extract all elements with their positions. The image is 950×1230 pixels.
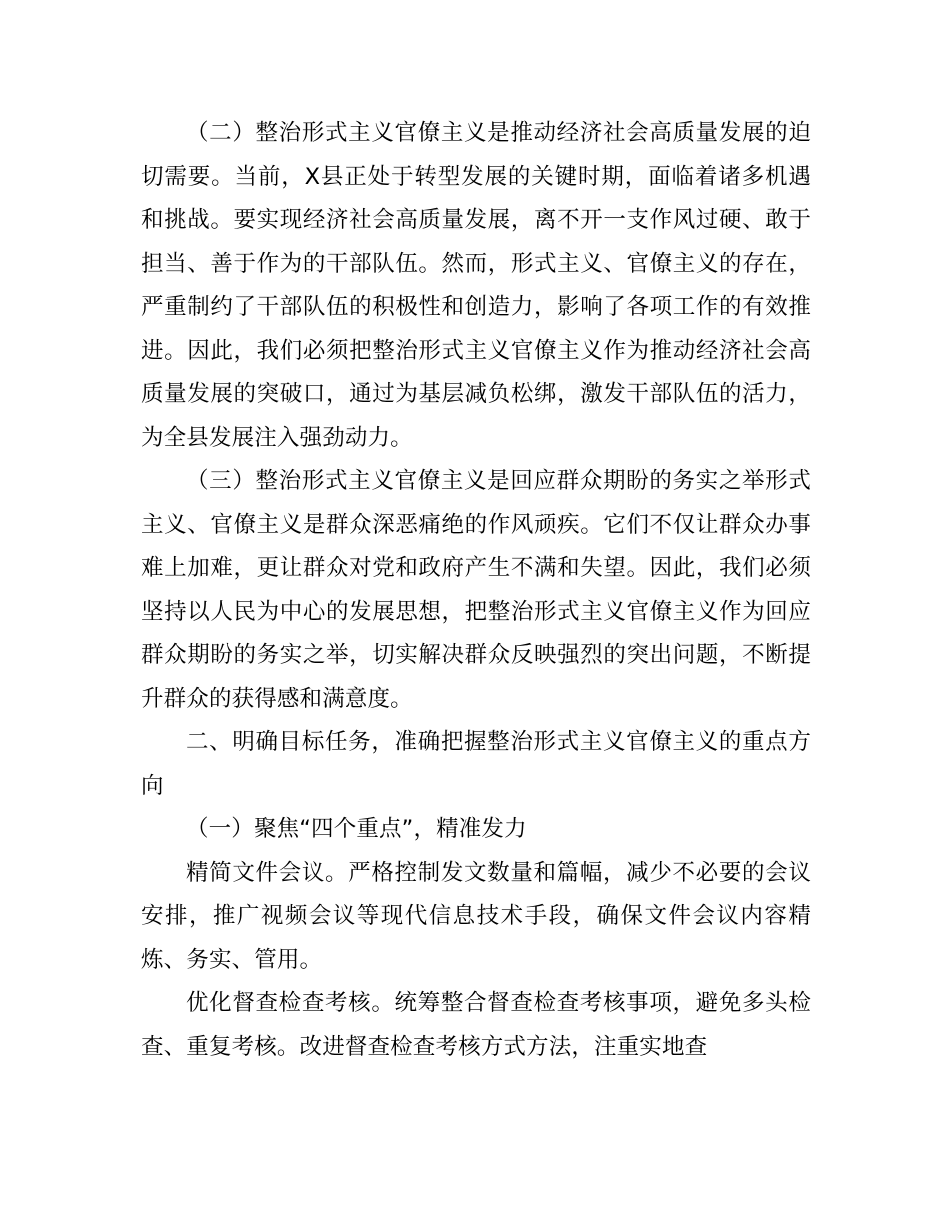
subheading-section-2-1: （一）聚焦“四个重点”，精准发力	[186, 816, 527, 842]
heading-section-2: 二、明确目标任务，准确把握整治形式主义官僚主义的重点方向	[141, 729, 811, 799]
document-body	[141, 112, 811, 1069]
paragraph-section-1-2: （二）整治形式主义官僚主义是推动经济社会高质量发展的迫切需要。当前，X县正处于转型发展的关键时期，面临着诸多机遇和挑战。要实现经济社会高质量发展，离不开一支作风过硬、敢于担当、善于作为的干部队伍。然而，形式主义、官僚主义的存在，严重制约了干部队伍的积极性和创造力，影响了各项工作的有效推进。因此，我们必须把整治形式主义官僚主义作为推动经济社会高质量发展的突破口，通过为基层减负松绑，激发干部队伍的活力，为全县发展注入强劲动力。	[141, 120, 811, 451]
paragraph-section-1-3: （三）整治形式主义官僚主义是回应群众期盼的务实之举形式主义、官僚主义是群众深恶痛绝的作风顽疾。它们不仅让群众办事难上加难，更让群众对党和政府产生不满和失望。因此，我们必须坚持以人民为中心的发展思想，把整治形式主义官僚主义作为回应群众期盼的务实之举，切实解决群众反映强烈的突出问题，不断提升群众的获得感和满意度。	[141, 468, 811, 712]
paragraph-streamline-documents: 精简文件会议。严格控制发文数量和篇幅，减少不必要的会议安排，推广视频会议等现代信息技术手段，确保文件会议内容精炼、务实、管用。	[141, 859, 811, 973]
paragraph-optimize-inspection: 优化督查检查考核。统筹整合督查检查考核事项，避免多头检查、重复考核。改进督查检查考核方式方法，注重实地查	[141, 990, 811, 1060]
